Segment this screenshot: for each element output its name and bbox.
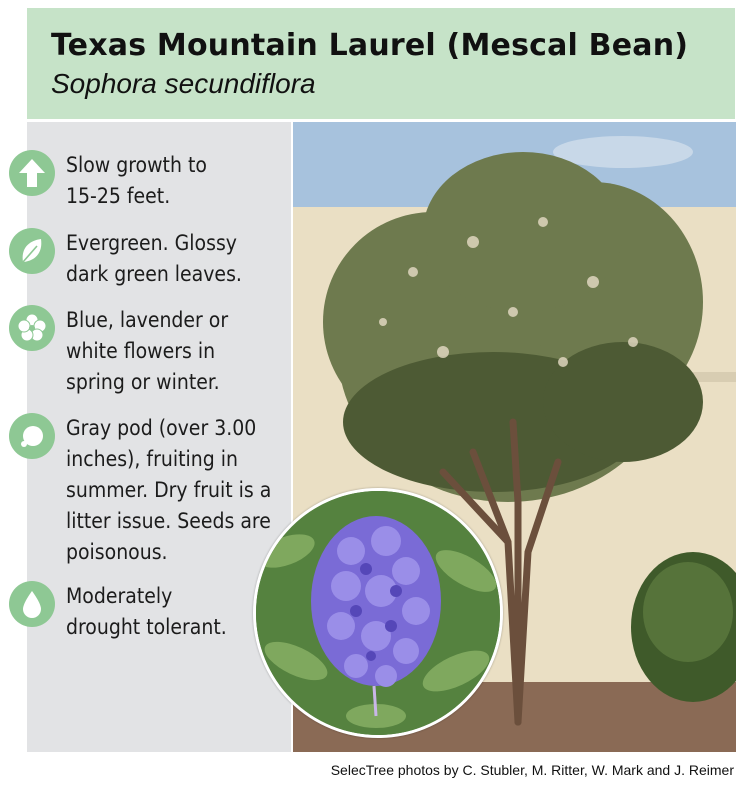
leaf-icon (9, 228, 55, 274)
water-drop-icon (9, 581, 55, 627)
feature-text: Moderately drought tolerant. (66, 584, 227, 639)
title-banner (27, 8, 735, 119)
feature-text: Slow growth to 15-25 feet. (66, 153, 207, 208)
page-title: Texas Mountain Laurel (Mescal Bean) (51, 28, 689, 63)
scientific-name: Sophora secundiflora (51, 68, 316, 99)
features-sidebar (27, 122, 291, 752)
flower-icon (9, 305, 55, 351)
feature-text: Gray pod (over 3.00 inches), fruiting in summer. Dry fruit is a litter issue. Seeds are poisonous. (66, 416, 272, 564)
photo-credit: SelecTree photos by C. Stubler, M. Ritter, W. Mark and J. Reimer (330, 762, 734, 778)
flower-closeup-photo (253, 488, 503, 738)
feature-text: Evergreen. Glossy dark green leaves. (66, 231, 242, 286)
arrow-up-icon (9, 150, 55, 196)
feature-text: Blue, lavender or white flowers in spring or winter. (66, 308, 229, 394)
fruit-icon (9, 413, 55, 459)
